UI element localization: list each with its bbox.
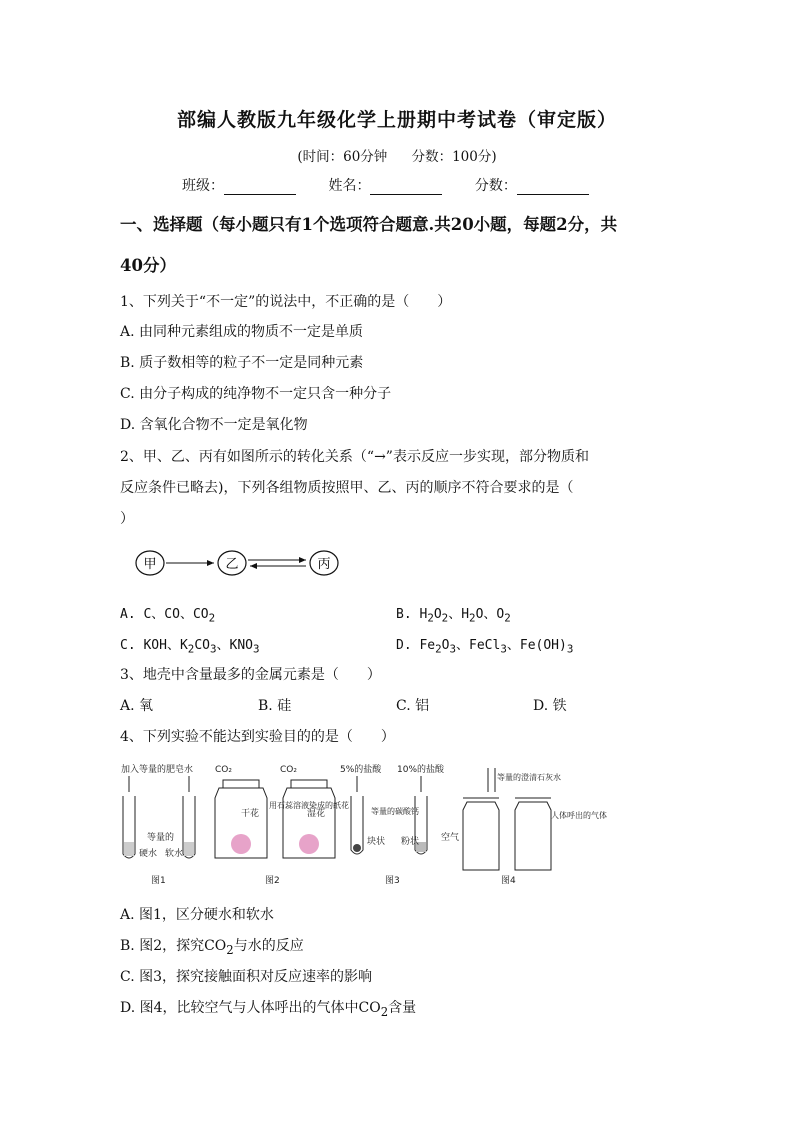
exam-time: (时间：60分钟 [297, 149, 388, 165]
q1-stem: 1、下列关于“不一定”的说法中，不正确的是（ ） [120, 294, 452, 310]
q2-option-c: C. KOH、$K_2CO_3$、$KNO_3$ [120, 638, 260, 656]
fig1-label-soap: 加入等量的肥皂水 [121, 765, 194, 775]
fig3-caption: 图3 [385, 876, 400, 886]
fig2-label-dry: 干花 [241, 809, 260, 819]
fig3-label-lump: 块状 [367, 837, 386, 847]
q1-option-d: D. 含氧化合物不一定是氧化物 [120, 417, 308, 433]
section-heading: 一、选择题（每小题只有1个选项符合题意.共20小题，每题2分，共 [120, 215, 618, 234]
q1-option-c: C. 由分子构成的纯净物不一定只含一种分子 [120, 386, 392, 402]
q3-option-c: C. 铝 [396, 698, 430, 714]
q4-option-a: A. 图1，区分硬水和软水 [120, 907, 274, 923]
q2-stem-line2: 反应条件已略去)，下列各组物质按照甲、乙、丙的顺序不符合要求的是（ [120, 480, 574, 496]
score-field: 分数： [475, 175, 589, 195]
fig3-label-5pct: 5%的盐酸 [340, 765, 382, 775]
fig1-soft-water [184, 842, 194, 856]
q2-stem-line1: 2、甲、乙、丙有如图所示的转化关系（“→”表示反应一步实现，部分物质和 [120, 449, 589, 465]
fig3-label-powder: 粉状 [401, 837, 420, 847]
fig4-label-limewater: 等量的澄清石灰水 [497, 773, 561, 782]
q4-stem: 4、下列实验不能达到实验目的的是（ ） [120, 729, 395, 745]
class-blank [224, 179, 296, 195]
fig1-hard-water [124, 842, 134, 856]
fig1-label-hard: 硬水 [139, 849, 158, 859]
q2-diagram [130, 545, 350, 581]
fig3-label-caco3: 等量的碳酸钙 [371, 807, 419, 816]
name-blank [370, 179, 442, 195]
q2-stem-line3: ） [120, 511, 134, 527]
fig2-co2-right: CO₂ [280, 765, 297, 775]
exam-meta [0, 145, 794, 165]
fig2-co2-left: CO₂ [215, 765, 232, 775]
q4-option-c: C. 图3，探究接触面积对反应速率的影响 [120, 969, 373, 985]
exam-total-score: 分数：100分) [411, 149, 497, 165]
fig4-caption: 图4 [501, 876, 516, 886]
fig2-stopper-left [223, 780, 259, 788]
fig1-caption: 图1 [151, 876, 166, 886]
class-field: 班级： [182, 175, 296, 195]
fig2-caption: 图2 [265, 876, 280, 886]
q1-option-a: A. 由同种元素组成的物质不一定是单质 [120, 324, 364, 340]
node-jia: 甲 [143, 557, 157, 572]
q4-experiment-figure [115, 758, 607, 890]
fig4-bottle-air [463, 802, 499, 870]
fig4-label-air: 空气 [441, 833, 460, 843]
fig1-label-equal: 等量的 [147, 833, 175, 843]
section-heading-cont: 40分） [120, 256, 176, 275]
q4-option-b: B. 图2，探究$CO_2$与水的反应 [120, 938, 304, 957]
fig2-label-wet: 湿花 [307, 809, 326, 819]
fig2-label-litmus: 用石蕊溶液染成的纸花 [269, 801, 349, 810]
fig2-flower-dry [231, 834, 251, 854]
page-title: 部编人教版九年级化学上册期中考试卷（审定版） [176, 109, 617, 131]
fig2-flower-wet [299, 834, 319, 854]
q3-option-d: D. 铁 [533, 698, 567, 714]
fig3-lump-solid [353, 844, 361, 852]
q4-option-d: D. 图4，比较空气与人体呼出的气体中$CO_2$含量 [120, 1000, 417, 1019]
fig4-bottle-breath [515, 802, 551, 870]
score-blank [517, 179, 589, 195]
fig1-label-soft: 软水 [165, 849, 184, 859]
q3-option-a: A. 氧 [120, 698, 154, 714]
student-info-row [182, 175, 617, 195]
name-field: 姓名： [328, 175, 442, 195]
node-yi: 乙 [225, 557, 239, 572]
q2-option-b: B. $H_2O_2$、$H_2O$、$O_2$ [396, 607, 511, 625]
fig3-label-10pct: 10%的盐酸 [397, 765, 445, 775]
q2-option-d: D. $Fe_2O_3$、FeCl$_3$、$Fe(OH)_3$ [396, 638, 574, 656]
q3-option-b: B. 硅 [258, 698, 292, 714]
q2-option-a: A. C、CO、$CO_2$ [120, 607, 216, 625]
fig2-stopper-right [291, 780, 327, 788]
fig4-label-breath: 人体呼出的气体 [551, 811, 607, 820]
q1-option-b: B. 质子数相等的粒子不一定是同种元素 [120, 355, 364, 371]
node-bing: 丙 [317, 557, 331, 572]
q3-stem: 3、地壳中含量最多的金属元素是（ ） [120, 667, 381, 683]
